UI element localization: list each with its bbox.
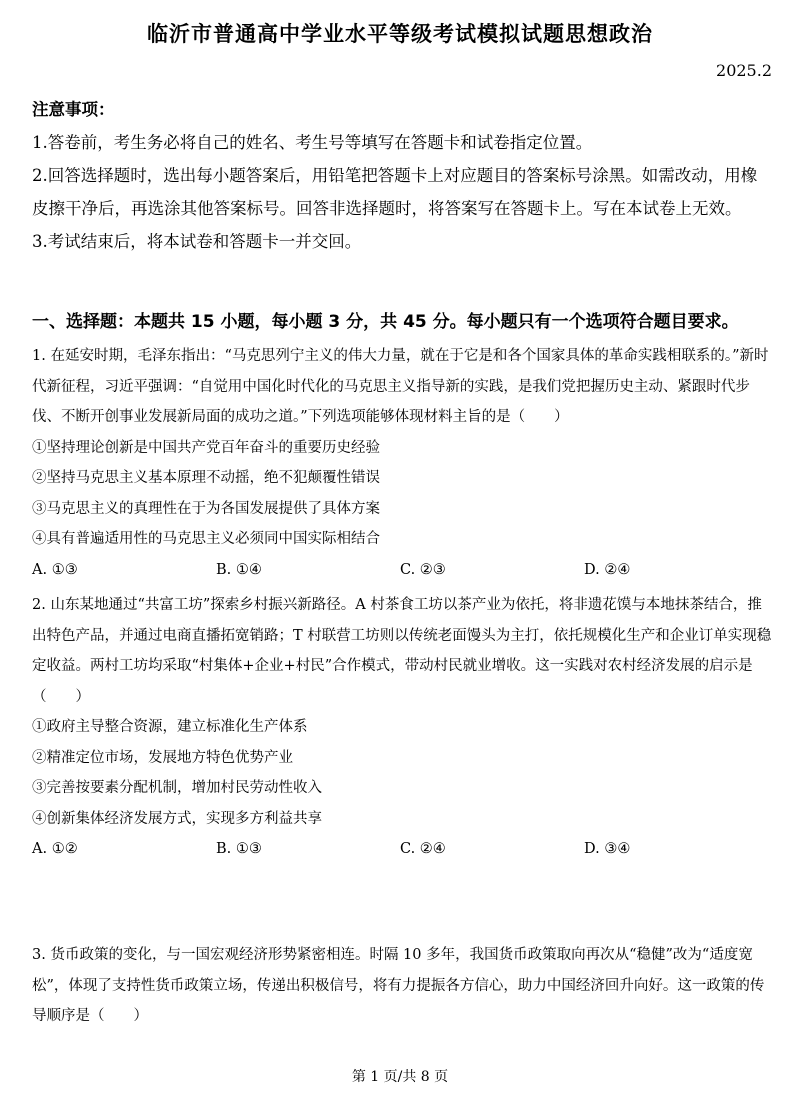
notice-item: 3.考试结束后，将本试卷和答题卡一并交回。 bbox=[32, 232, 362, 251]
section-heading: 一、选择题：本题共 15 小题，每小题 3 分，共 45 分。每小题只有一个选项符合题目要求。 bbox=[32, 312, 739, 332]
notice-block bbox=[32, 93, 772, 258]
option-d: D. ②④ bbox=[584, 561, 631, 578]
statement: ④创新集体经济发展方式，实现多方利益共享 bbox=[32, 810, 322, 827]
option-c: C. ②④ bbox=[400, 841, 446, 857]
option-c: C. ②③ bbox=[400, 561, 446, 578]
answer-options bbox=[32, 555, 772, 586]
statement: ④具有普遍适用性的马克思主义必须同中国实际相结合 bbox=[32, 531, 380, 547]
question-stem: 3. 货币政策的变化，与一国宏观经济形势紧密相连。时隔 10 多年，我国货币政策取向再次从“稳健”改为“适度宽松”，体现了支持性货币政策立场，传递出积极信号，将有力提振各方信心，助力中国经济回升向好。这一政策的传导顺序是（ ） bbox=[32, 947, 765, 1024]
option-a: A. ①③ bbox=[32, 561, 78, 578]
question-stem: 1. 在延安时期，毛泽东指出：“马克思列宁主义的伟大力量，就在于它是和各个国家具体的革命实践相联系的。”新时代新征程，习近平强调：“自觉用中国化时代化的马克思主义指导新的实践，是我们党把握历史主动、紧跟时代步伐、不断开创事业发展新局面的成功之道。”下列选项能够体现材料主旨的是（ ） bbox=[32, 348, 769, 425]
statement: ①坚持理论创新是中国共产党百年奋斗的重要历史经验 bbox=[32, 439, 380, 456]
statement: ②精准定位市场，发展地方特色优势产业 bbox=[32, 749, 293, 766]
exam-title: 临沂市普通高中学业水平等级考试模拟试题思想政治 bbox=[147, 22, 653, 46]
question-1 bbox=[32, 341, 772, 585]
page-footer: 第 1 页/共 8 页 bbox=[351, 1069, 449, 1085]
option-d: D. ③④ bbox=[584, 841, 631, 857]
answer-options bbox=[32, 834, 772, 865]
question-stem: 2. 山东某地通过“共富工坊”探索乡村振兴新路径。A 村茶食工坊以茶产业为依托，将非遗花馍与本地抹茶结合，推出特色产品，并通过电商直播拓宽销路；T 村联营工坊则以传统老面馒头为主打，依托规模化生产和企业订单实现稳定收益。两村工坊均采取“村集体+企业+村民”合作模式，带动村民就业增收。这一实践对农村经济发展的启示是（ ） bbox=[32, 597, 772, 705]
question-2 bbox=[32, 590, 772, 865]
statement: ③马克思主义的真理性在于为各国发展提供了具体方案 bbox=[32, 500, 380, 517]
notice-item: 1.答卷前，考生务必将自己的姓名、考生号等填写在答题卡和试卷指定位置。 bbox=[32, 133, 593, 152]
option-b: B. ①④ bbox=[216, 561, 262, 578]
statement: ③完善按要素分配机制，增加村民劳动性收入 bbox=[32, 780, 322, 796]
option-a: A. ①② bbox=[32, 841, 78, 857]
question-3 bbox=[32, 940, 772, 1032]
notice-item: 2.回答选择题时，选出每小题答案后，用铅笔把答题卡上对应题目的答案标号涂黑。如需改动，用橡皮擦干净后，再选涂其他答案标号。回答非选择题时，将答案写在答题卡上。写在本试卷上无效。 bbox=[32, 166, 758, 218]
notice-heading: 注意事项： bbox=[32, 100, 115, 119]
exam-date: 2025.2 bbox=[716, 61, 772, 80]
statement: ①政府主导整合资源，建立标准化生产体系 bbox=[32, 719, 308, 735]
option-b: B. ①③ bbox=[216, 841, 262, 857]
statement: ②坚持马克思主义基本原理不动摇，绝不犯颠覆性错误 bbox=[32, 470, 380, 486]
